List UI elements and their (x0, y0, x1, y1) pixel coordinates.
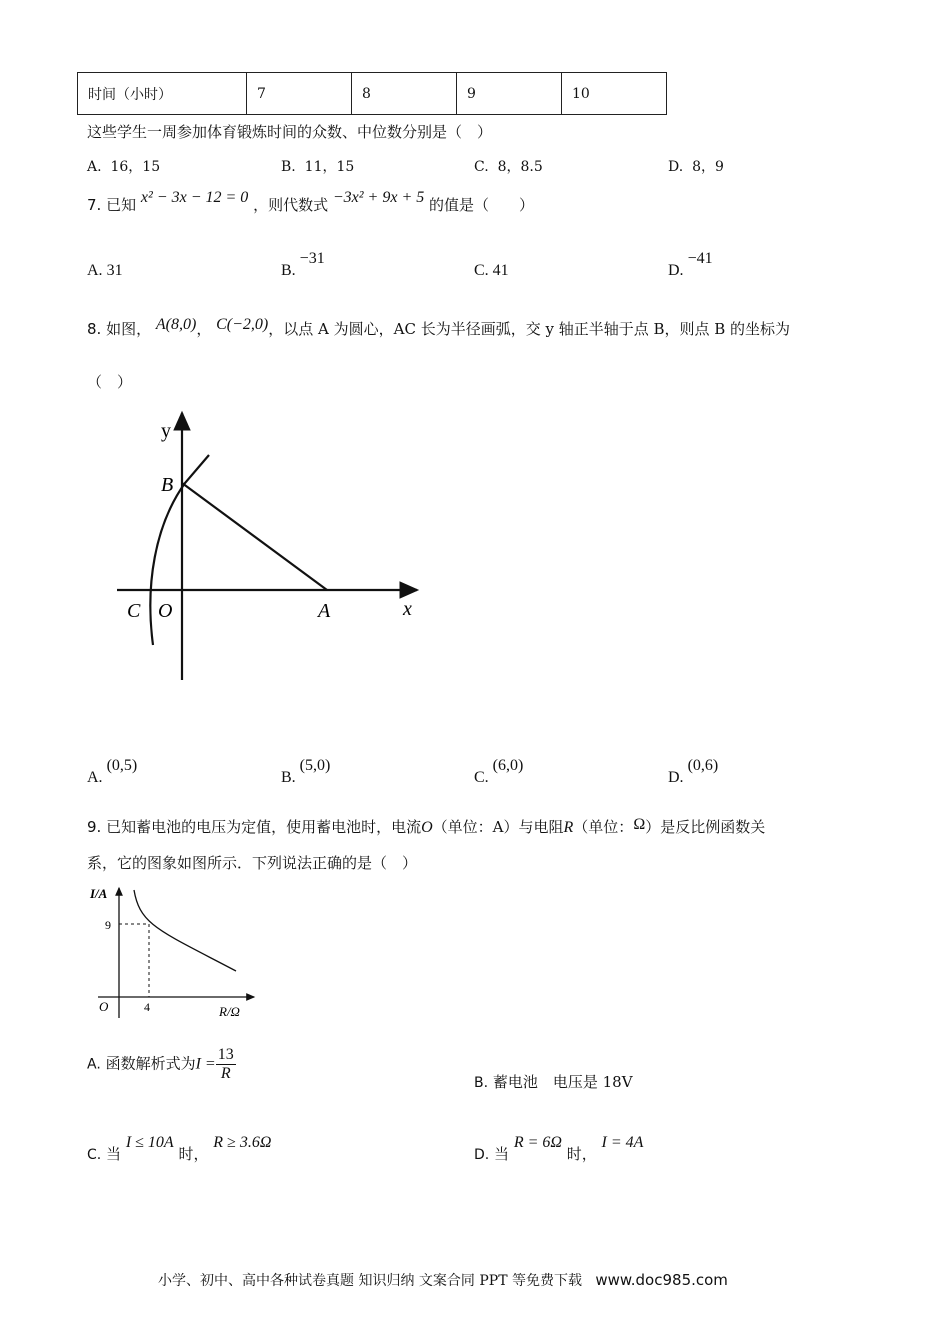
tick-4: 4 (144, 1000, 150, 1014)
table-cell: 9 (457, 73, 562, 115)
table-cell: 7 (247, 73, 352, 115)
q9-option-d: D. 当 R = 6Ω 时， I = 4A (474, 1134, 644, 1163)
label-c: C (127, 600, 141, 622)
label-a: A (318, 600, 331, 622)
q7-equation: x² − 3x − 12 = 0 (140, 189, 249, 206)
q8-option-d: D. (0,6) (668, 757, 719, 786)
label-x: x (403, 598, 412, 620)
label-origin: O (99, 999, 109, 1014)
q8-point-c: C(−2,0) (216, 316, 269, 333)
q8-number: 8. (87, 320, 102, 338)
q7-option-c: C. 41 (474, 262, 509, 279)
label-r-axis: R/Ω (219, 1004, 240, 1019)
q6-option-d: D. 8，9 (668, 159, 724, 175)
q8-answer-paren: （ ） (87, 373, 133, 391)
fraction: $\frac{13}{R}$ (217, 1046, 234, 1082)
label-o: O (158, 600, 173, 622)
q6-stem: 这些学生一周参加体育锻炼时间的众数、中位数分别是（ ） (87, 123, 493, 141)
table-cell: 10 (562, 73, 667, 115)
q6-option-a: A. 16，15 (87, 159, 161, 175)
q7-option-d: D. −41 (668, 250, 713, 279)
q9-number: 9. (87, 818, 102, 836)
footer (158, 1270, 728, 1290)
q8-option-b: B. (5,0) (281, 757, 331, 786)
q8-stem: 8. 如图， A(8,0)， C(−2,0)，以点 A 为圆心，AC 长为半径画弧，交 y 轴正半轴于点 B，则点 B 的坐标为 (87, 316, 791, 338)
q7-expression: −3x² + 9x + 5 (332, 189, 425, 206)
segment-ab (182, 483, 327, 590)
label-y: y (161, 420, 171, 442)
table-header-cell: 时间（小时） (78, 73, 247, 115)
footer-url-link[interactable]: www.doc985.com (595, 1271, 728, 1289)
q8-point-a: A(8,0) (155, 316, 197, 333)
q8-option-c: C. (6,0) (474, 757, 524, 786)
q9-stem-line1: 9. 已知蓄电池的电压为定值，使用蓄电池时，电流O（单位：A）与电阻R（单位：Ω）是反比例函数关 (87, 816, 766, 836)
q7-number: 7. (87, 196, 102, 214)
q7-option-b: B. −31 (281, 250, 325, 279)
label-i-axis: I/A (90, 886, 108, 901)
footer-text: 小学、初中、高中各种试卷真题 知识归纳 文案合同 PPT 等免费下载 (158, 1273, 582, 1289)
q9-option-a: A. 函数解析式为I = $\frac{13}{R}$ (87, 1046, 234, 1082)
table-cell: 8 (352, 73, 457, 115)
q7-option-a: A. 31 (87, 262, 123, 279)
q9-option-b: B. 蓄电池 电压是 18V (474, 1073, 633, 1091)
label-b: B (161, 474, 174, 496)
q7-stem: 7. 已知 x² − 3x − 12 = 0 ，则代数式 −3x² + 9x + 5 的值是（ ） (87, 189, 535, 214)
q9-stem-line2: 系，它的图象如图所示．下列说法正确的是（ ） (87, 854, 418, 872)
tick-9: 9 (105, 918, 111, 932)
hours-table (77, 72, 667, 115)
q6-option-b: B. 11，15 (281, 159, 355, 175)
q8-figure (105, 405, 435, 690)
q8-option-a: A. (0,5) (87, 757, 138, 786)
table-row (78, 73, 667, 115)
q6-option-c: C. 8，8.5 (474, 159, 543, 175)
q9-option-c: C. 当 I ≤ 10A 时， R ≥ 3.6Ω (87, 1134, 272, 1163)
q9-figure (88, 880, 258, 1020)
